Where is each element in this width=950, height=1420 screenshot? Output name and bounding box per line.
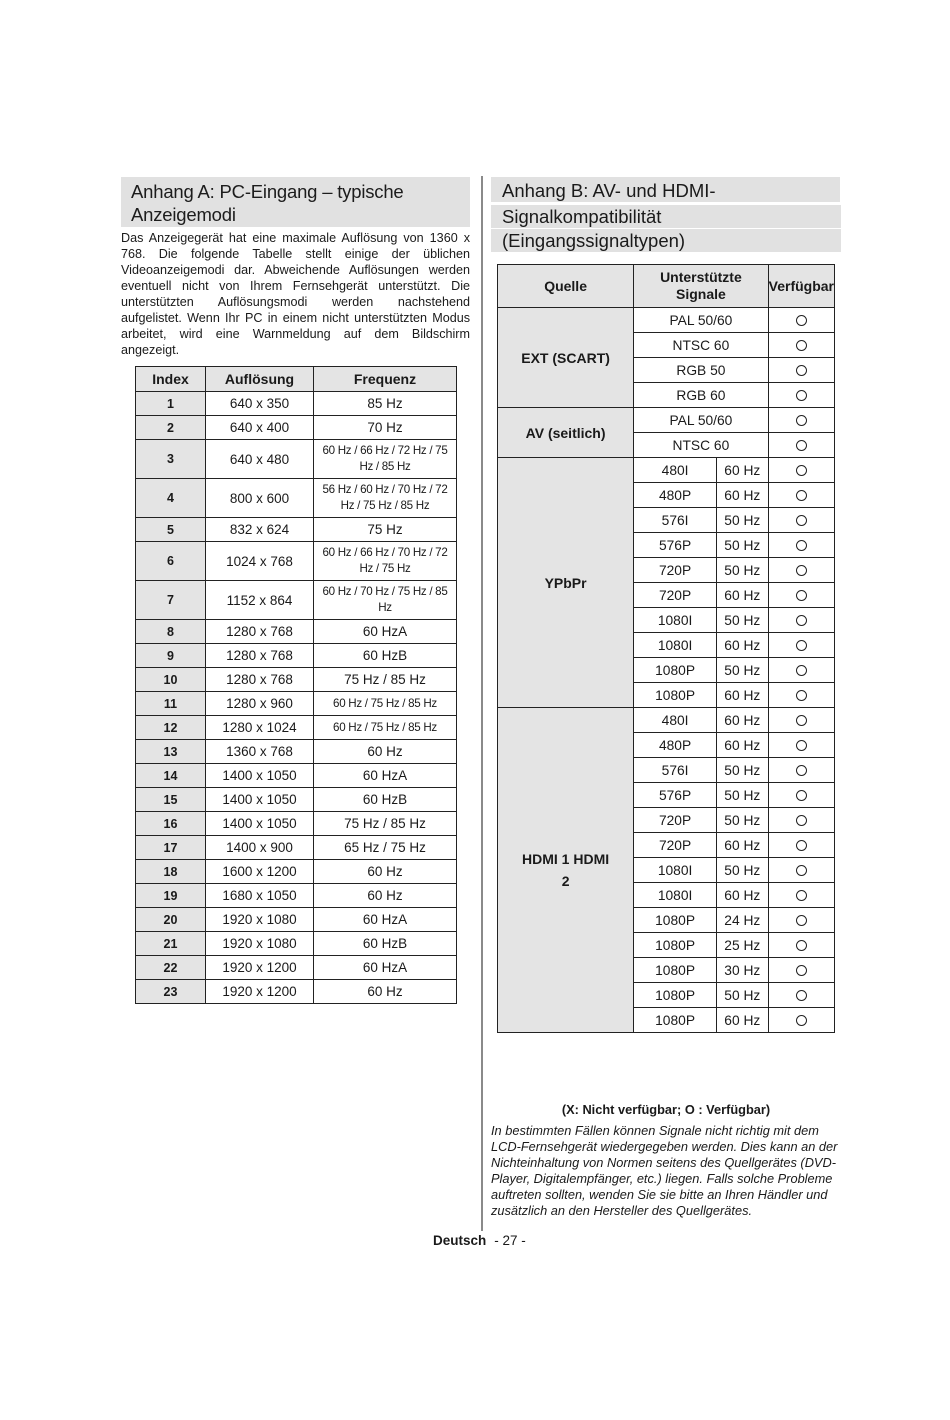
index-cell: 6: [136, 542, 206, 581]
resolution-cell: 640 x 480: [206, 440, 314, 479]
resolution-cell: 1920 x 1080: [206, 932, 314, 956]
available-circle-icon: [796, 715, 807, 726]
frequency-cell: 60 Hz: [314, 884, 457, 908]
signal-format-cell: 1080P: [634, 983, 717, 1008]
signal-format-cell: 576P: [634, 783, 717, 808]
available-circle-icon: [796, 490, 807, 501]
signal-format-cell: 1080P: [634, 908, 717, 933]
resolution-cell: 1152 x 864: [206, 581, 314, 620]
resolution-cell: 1400 x 1050: [206, 788, 314, 812]
signal-frequency-cell: 60 Hz: [716, 733, 768, 758]
available-circle-icon: [796, 640, 807, 651]
index-cell: 21: [136, 932, 206, 956]
index-cell: 23: [136, 980, 206, 1004]
signal-frequency-cell: 50 Hz: [716, 508, 768, 533]
available-cell: [768, 758, 834, 783]
available-cell: [768, 1008, 834, 1033]
available-circle-icon: [796, 440, 807, 451]
available-cell: [768, 608, 834, 633]
available-cell: [768, 583, 834, 608]
index-cell: 20: [136, 908, 206, 932]
source-cell: EXT (SCART): [498, 308, 634, 408]
signal-frequency-cell: 50 Hz: [716, 858, 768, 883]
frequency-cell: 75 Hz: [314, 518, 457, 542]
available-cell: [768, 383, 834, 408]
header-index: Index: [136, 367, 206, 392]
table-row: [136, 692, 457, 716]
index-cell: 4: [136, 479, 206, 518]
signal-frequency-cell: 60 Hz: [716, 583, 768, 608]
table-row: [136, 740, 457, 764]
signal-format-cell: 1080P: [634, 658, 717, 683]
signal-format-cell: 576I: [634, 508, 717, 533]
available-cell: [768, 683, 834, 708]
frequency-cell: 60 Hz / 66 Hz / 70 Hz / 72 Hz / 75 Hz: [314, 542, 457, 581]
appendix-a-intro: Das Anzeigegerät hat eine maximale Auflösung von 1360 x 768. Die folgende Tabelle stellt einige der üblichen Videoanzeigemodi dar. Abweichende Auflösungen werden eventuell nicht von Ihrem Fernsehgerät unterstützt. Die unterstützten Auflösungsmodi werden nachstehend aufgelistet. Wenn Ihr PC in einem nicht unterstützten Modus arbeitet, wird eine Warnmeldung auf dem Bildschirm angezeigt.: [121, 231, 470, 357]
available-circle-icon: [796, 365, 807, 376]
index-cell: 17: [136, 836, 206, 860]
table-row: [136, 812, 457, 836]
frequency-cell: 60 HzA: [314, 956, 457, 980]
available-cell: [768, 933, 834, 958]
index-cell: 5: [136, 518, 206, 542]
signal-frequency-cell: 24 Hz: [716, 908, 768, 933]
signal-format-cell: 1080I: [634, 883, 717, 908]
signal-frequency-cell: 50 Hz: [716, 533, 768, 558]
index-cell: 13: [136, 740, 206, 764]
table-row: [136, 440, 457, 479]
header-available: Verfügbar: [768, 265, 834, 308]
footer-language: Deutsch: [433, 1233, 487, 1248]
resolution-cell: 1400 x 900: [206, 836, 314, 860]
appendix-a-heading: [121, 177, 470, 227]
available-cell: [768, 483, 834, 508]
available-circle-icon: [796, 315, 807, 326]
source-cell: AV (seitlich): [498, 408, 634, 458]
header-supported-signals-text: Unterstützte Signale: [660, 269, 742, 302]
available-cell: [768, 333, 834, 358]
table-row: [136, 581, 457, 620]
table-header-row: [498, 265, 835, 308]
index-cell: 18: [136, 860, 206, 884]
available-circle-icon: [796, 915, 807, 926]
table-row: [136, 980, 457, 1004]
pc-display-modes-table: [135, 366, 457, 1004]
available-circle-icon: [796, 865, 807, 876]
available-cell: [768, 533, 834, 558]
available-cell: [768, 983, 834, 1008]
table-row: [136, 788, 457, 812]
available-circle-icon: [796, 540, 807, 551]
table-row: [498, 308, 835, 333]
available-cell: [768, 558, 834, 583]
compatibility-note: In bestimmten Fällen können Signale nicht richtig mit dem LCD-Fernsehgerät wiedergegeben werden. Dies kann an der Nichteinhaltung von Normen seitens des Quellgerätes (DVD-Player, Digitalempfänger, etc.) liegen. Falls solche Probleme auftreten sollten, wenden Sie sie bitte an Ihren Händler und zusätzlich an den Hersteller des Quellgerätes.: [491, 1123, 838, 1218]
table-row: [136, 416, 457, 440]
availability-legend: (X: Nicht verfügbar; O : Verfügbar): [561, 1102, 771, 1117]
available-circle-icon: [796, 390, 807, 401]
index-cell: 14: [136, 764, 206, 788]
signal-frequency-cell: 60 Hz: [716, 458, 768, 483]
table-row: [498, 408, 835, 433]
available-circle-icon: [796, 340, 807, 351]
index-cell: 7: [136, 581, 206, 620]
available-cell: [768, 433, 834, 458]
signal-frequency-cell: 60 Hz: [716, 483, 768, 508]
frequency-cell: 60 Hz / 66 Hz / 72 Hz / 75 Hz / 85 Hz: [314, 440, 457, 479]
signal-frequency-cell: 60 Hz: [716, 1008, 768, 1033]
signal-frequency-cell: 60 Hz: [716, 708, 768, 733]
signal-frequency-cell: 60 Hz: [716, 633, 768, 658]
header-frequency: Frequenz: [314, 367, 457, 392]
resolution-cell: 1280 x 768: [206, 668, 314, 692]
signal-frequency-cell: 50 Hz: [716, 808, 768, 833]
resolution-cell: 1920 x 1200: [206, 980, 314, 1004]
frequency-cell: 60 Hz: [314, 860, 457, 884]
table-row: [136, 956, 457, 980]
signal-cell: RGB 60: [634, 383, 768, 408]
signal-cell: RGB 50: [634, 358, 768, 383]
available-circle-icon: [796, 590, 807, 601]
appendix-b-heading-line1: Anhang B: AV- und HDMI-: [491, 177, 840, 202]
available-cell: [768, 458, 834, 483]
signal-format-cell: 576I: [634, 758, 717, 783]
source-cell: YPbPr: [498, 458, 634, 708]
table-row: [136, 932, 457, 956]
index-cell: 16: [136, 812, 206, 836]
signal-format-cell: 480I: [634, 458, 717, 483]
signal-frequency-cell: 60 Hz: [716, 833, 768, 858]
resolution-cell: 832 x 624: [206, 518, 314, 542]
frequency-cell: 60 Hz / 75 Hz / 85 Hz: [314, 716, 457, 740]
available-circle-icon: [796, 840, 807, 851]
frequency-cell: 65 Hz / 75 Hz: [314, 836, 457, 860]
header-resolution: Auflösung: [206, 367, 314, 392]
available-cell: [768, 408, 834, 433]
table-row: [136, 668, 457, 692]
available-circle-icon: [796, 415, 807, 426]
index-cell: 12: [136, 716, 206, 740]
index-cell: 22: [136, 956, 206, 980]
table-row: [136, 908, 457, 932]
table-row: [498, 458, 835, 483]
frequency-cell: 60 HzB: [314, 788, 457, 812]
index-cell: 8: [136, 620, 206, 644]
header-source: Quelle: [498, 265, 634, 308]
frequency-cell: 60 HzA: [314, 620, 457, 644]
table-row: [498, 708, 835, 733]
available-cell: [768, 783, 834, 808]
index-cell: 11: [136, 692, 206, 716]
frequency-cell: 60 Hz: [314, 740, 457, 764]
available-cell: [768, 908, 834, 933]
available-cell: [768, 883, 834, 908]
index-cell: 15: [136, 788, 206, 812]
header-supported-signals: [634, 265, 768, 308]
resolution-cell: 1680 x 1050: [206, 884, 314, 908]
frequency-cell: 60 HzB: [314, 644, 457, 668]
table-row: [136, 836, 457, 860]
available-cell: [768, 808, 834, 833]
table-row: [136, 644, 457, 668]
table-row: [136, 884, 457, 908]
available-circle-icon: [796, 515, 807, 526]
signal-format-cell: 720P: [634, 558, 717, 583]
available-cell: [768, 658, 834, 683]
signal-cell: PAL 50/60: [634, 308, 768, 333]
frequency-cell: 60 Hz: [314, 980, 457, 1004]
column-divider: [481, 176, 483, 1231]
signal-format-cell: 720P: [634, 833, 717, 858]
frequency-cell: 60 Hz / 70 Hz / 75 Hz / 85 Hz: [314, 581, 457, 620]
resolution-cell: 640 x 400: [206, 416, 314, 440]
index-cell: 2: [136, 416, 206, 440]
available-cell: [768, 633, 834, 658]
available-cell: [768, 833, 834, 858]
frequency-cell: 75 Hz / 85 Hz: [314, 812, 457, 836]
table-row: [136, 392, 457, 416]
frequency-cell: 56 Hz / 60 Hz / 70 Hz / 72 Hz / 75 Hz / 85 Hz: [314, 479, 457, 518]
available-circle-icon: [796, 790, 807, 801]
resolution-cell: 1920 x 1080: [206, 908, 314, 932]
table-row: [136, 542, 457, 581]
available-cell: [768, 308, 834, 333]
signal-frequency-cell: 60 Hz: [716, 883, 768, 908]
signal-frequency-cell: 50 Hz: [716, 558, 768, 583]
signal-format-cell: 480P: [634, 483, 717, 508]
signal-format-cell: 1080I: [634, 608, 717, 633]
signal-cell: NTSC 60: [634, 333, 768, 358]
index-cell: 1: [136, 392, 206, 416]
signal-format-cell: 480I: [634, 708, 717, 733]
table-header-row: [136, 367, 457, 392]
signal-format-cell: 1080I: [634, 633, 717, 658]
signal-frequency-cell: 60 Hz: [716, 683, 768, 708]
resolution-cell: 1920 x 1200: [206, 956, 314, 980]
signal-format-cell: 1080P: [634, 683, 717, 708]
appendix-a-heading-line1: Anhang A: PC-Eingang – typische: [131, 181, 404, 202]
signal-format-cell: 1080P: [634, 933, 717, 958]
signal-cell: PAL 50/60: [634, 408, 768, 433]
index-cell: 9: [136, 644, 206, 668]
table-row: [136, 620, 457, 644]
signal-format-cell: 1080P: [634, 1008, 717, 1033]
available-circle-icon: [796, 815, 807, 826]
table-row: [136, 479, 457, 518]
table-row: [136, 716, 457, 740]
signal-format-cell: 576P: [634, 533, 717, 558]
resolution-cell: 1400 x 1050: [206, 812, 314, 836]
available-circle-icon: [796, 565, 807, 576]
signal-format-cell: 480P: [634, 733, 717, 758]
frequency-cell: 60 Hz / 75 Hz / 85 Hz: [314, 692, 457, 716]
signal-cell: NTSC 60: [634, 433, 768, 458]
available-circle-icon: [796, 890, 807, 901]
frequency-cell: 60 HzA: [314, 908, 457, 932]
frequency-cell: 75 Hz / 85 Hz: [314, 668, 457, 692]
available-circle-icon: [796, 965, 807, 976]
resolution-cell: 1280 x 1024: [206, 716, 314, 740]
appendix-b-heading-line3: (Eingangssignaltypen): [491, 229, 841, 252]
index-cell: 3: [136, 440, 206, 479]
table-row: [136, 518, 457, 542]
resolution-cell: 1360 x 768: [206, 740, 314, 764]
signal-frequency-cell: 30 Hz: [716, 958, 768, 983]
available-cell: [768, 708, 834, 733]
resolution-cell: 1400 x 1050: [206, 764, 314, 788]
page-footer: [433, 1233, 526, 1248]
appendix-b-heading-line2: Signalkompatibilität: [491, 205, 841, 228]
available-cell: [768, 733, 834, 758]
frequency-cell: 60 HzB: [314, 932, 457, 956]
resolution-cell: 640 x 350: [206, 392, 314, 416]
signal-frequency-cell: 25 Hz: [716, 933, 768, 958]
signal-frequency-cell: 50 Hz: [716, 783, 768, 808]
available-circle-icon: [796, 740, 807, 751]
available-circle-icon: [796, 615, 807, 626]
signal-frequency-cell: 50 Hz: [716, 983, 768, 1008]
available-cell: [768, 358, 834, 383]
appendix-a-heading-line2: Anzeigemodi: [131, 204, 236, 225]
available-cell: [768, 508, 834, 533]
page-number: - 27 -: [494, 1233, 526, 1248]
index-cell: 10: [136, 668, 206, 692]
signal-format-cell: 720P: [634, 583, 717, 608]
signal-frequency-cell: 50 Hz: [716, 658, 768, 683]
available-circle-icon: [796, 665, 807, 676]
available-circle-icon: [796, 465, 807, 476]
available-cell: [768, 958, 834, 983]
available-circle-icon: [796, 1015, 807, 1026]
index-cell: 19: [136, 884, 206, 908]
frequency-cell: 60 HzA: [314, 764, 457, 788]
resolution-cell: 1280 x 768: [206, 620, 314, 644]
signal-compatibility-table: [497, 264, 835, 1033]
available-circle-icon: [796, 765, 807, 776]
frequency-cell: 85 Hz: [314, 392, 457, 416]
signal-frequency-cell: 50 Hz: [716, 758, 768, 783]
signal-format-cell: 1080I: [634, 858, 717, 883]
available-circle-icon: [796, 940, 807, 951]
available-cell: [768, 858, 834, 883]
resolution-cell: 1600 x 1200: [206, 860, 314, 884]
signal-frequency-cell: 50 Hz: [716, 608, 768, 633]
available-circle-icon: [796, 990, 807, 1001]
resolution-cell: 1280 x 768: [206, 644, 314, 668]
source-cell: HDMI 1 HDMI 2: [498, 708, 634, 1033]
frequency-cell: 70 Hz: [314, 416, 457, 440]
signal-format-cell: 720P: [634, 808, 717, 833]
resolution-cell: 1024 x 768: [206, 542, 314, 581]
resolution-cell: 800 x 600: [206, 479, 314, 518]
table-row: [136, 860, 457, 884]
table-row: [136, 764, 457, 788]
resolution-cell: 1280 x 960: [206, 692, 314, 716]
available-circle-icon: [796, 690, 807, 701]
appendix-b-heading: [491, 177, 841, 252]
signal-format-cell: 1080P: [634, 958, 717, 983]
